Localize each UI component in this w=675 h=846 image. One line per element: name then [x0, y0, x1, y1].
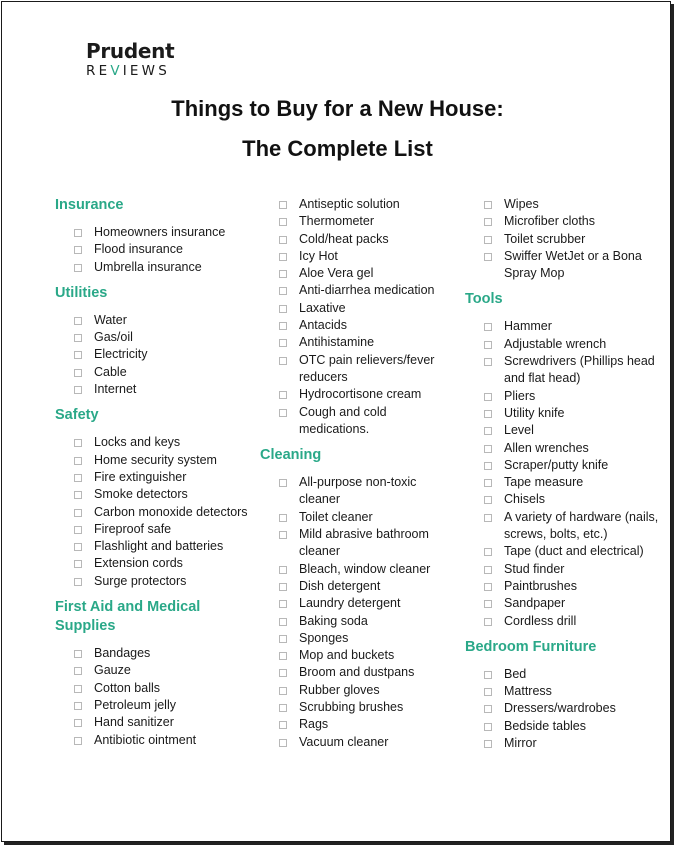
checklist-item-label: Water	[94, 312, 127, 327]
checklist-item-label: A variety of hardware (nails, screws, bolts, etc.)	[504, 509, 659, 542]
checklist-item-label: Anti-diarrhea medication	[299, 283, 435, 298]
checklist-item	[55, 538, 255, 555]
checklist-item	[260, 248, 460, 265]
checklist-item-label: Locks and keys	[94, 435, 181, 450]
checklist-item-label: Surge protectors	[94, 573, 187, 588]
checklist-item	[465, 457, 665, 474]
checklist-item	[465, 440, 665, 457]
checklist	[55, 434, 255, 590]
checklist-item	[260, 682, 460, 699]
checklist-item	[260, 716, 460, 733]
checklist-item	[260, 578, 460, 595]
checklist-item	[55, 259, 255, 276]
checkbox-icon[interactable]	[74, 246, 82, 254]
checklist-item-label: Electricity	[94, 347, 148, 362]
checkbox-icon[interactable]	[484, 410, 492, 418]
checkbox-icon[interactable]	[74, 543, 82, 551]
checklist-item-label: Aloe Vera gel	[299, 266, 374, 281]
checklist-item	[465, 543, 665, 560]
checkbox-icon[interactable]	[74, 578, 82, 586]
checklist-item-label: Smoke detectors	[94, 487, 188, 502]
section-heading: Cleaning	[260, 447, 322, 464]
checkbox-icon[interactable]	[484, 201, 492, 209]
checklist	[260, 196, 460, 438]
checklist-item-label: Laxative	[299, 300, 346, 315]
checklist-item-label: Toilet cleaner	[299, 509, 373, 524]
checklist-item-label: Screwdrivers (Phillips head and flat head)	[504, 354, 655, 386]
checklist-item-label: Cotton balls	[94, 680, 161, 695]
checklist-item-label: Pliers	[504, 388, 536, 403]
page-title-line1: Things to Buy for a New House:	[171, 96, 504, 121]
checklist-item-label: Home security system	[94, 452, 217, 467]
logo-text-post: IEWS	[122, 63, 170, 79]
checklist-item-label: Utility knife	[504, 405, 565, 420]
checkbox-icon[interactable]	[74, 685, 82, 693]
checklist-item-label: Rubber gloves	[299, 682, 380, 697]
checkbox-icon[interactable]	[74, 526, 82, 534]
checklist-item	[55, 697, 255, 714]
checklist-item-label: Baking soda	[299, 613, 368, 628]
checklist	[55, 224, 255, 276]
checklist-item	[260, 352, 460, 387]
checklist-item-label: Hammer	[504, 319, 552, 334]
checklist-item-label: Cough and cold medications.	[299, 404, 387, 436]
checkbox-icon[interactable]	[279, 305, 287, 313]
checklist-item	[55, 452, 255, 469]
checkbox-icon[interactable]	[279, 287, 287, 295]
checklist-item-label: Bedside tables	[504, 718, 587, 733]
checklist-item	[260, 282, 460, 299]
checklist-item-label: Swiffer WetJet or a Bona Spray Mop	[504, 248, 642, 281]
checklist-item-label: Bleach, window cleaner	[299, 561, 431, 576]
checklist-item-label: Fire extinguisher	[94, 469, 187, 484]
checkbox-icon[interactable]	[484, 566, 492, 574]
checkbox-icon[interactable]	[74, 317, 82, 325]
checkbox-icon[interactable]	[279, 391, 287, 399]
checkbox-icon[interactable]	[484, 548, 492, 556]
checklist	[55, 645, 255, 749]
checklist-item-label: Rags	[299, 717, 329, 732]
checklist-item	[55, 662, 255, 679]
checkbox-icon[interactable]	[74, 229, 82, 237]
checkbox-icon[interactable]	[74, 509, 82, 517]
checklist-item	[260, 647, 460, 664]
checklist-item	[55, 504, 255, 521]
checkbox-icon[interactable]	[279, 201, 287, 209]
checklist	[465, 318, 665, 629]
checkbox-icon[interactable]	[279, 218, 287, 226]
checklist-item	[55, 434, 255, 451]
column-2	[260, 196, 460, 759]
checklist-item	[55, 645, 255, 662]
checklist-item	[465, 700, 665, 717]
checklist-item-label: Bandages	[94, 646, 151, 661]
checklist-item	[260, 231, 460, 248]
checklist-item-label: Antiseptic solution	[299, 197, 400, 211]
checkbox-icon[interactable]	[484, 341, 492, 349]
checkbox-icon[interactable]	[74, 719, 82, 727]
checklist-item	[55, 346, 255, 363]
checklist-item	[260, 404, 460, 439]
checklist-item	[260, 317, 460, 334]
checklist-item	[465, 666, 665, 683]
checklist-item-label: Gas/oil	[94, 330, 133, 345]
checkbox-icon[interactable]	[279, 669, 287, 677]
checklist-item	[55, 364, 255, 381]
section-heading: Insurance	[55, 197, 124, 213]
checklist-item-label: Hydrocortisone cream	[299, 387, 422, 402]
checklist-item	[465, 491, 665, 508]
checklist-item	[260, 386, 460, 403]
checklist-item-label: Sponges	[299, 630, 349, 645]
checkbox-icon[interactable]	[279, 704, 287, 712]
checklist-item	[55, 732, 255, 749]
checkbox-icon[interactable]	[279, 270, 287, 278]
checklist-item	[465, 213, 665, 230]
checkbox-icon[interactable]	[74, 264, 82, 272]
checkbox-icon[interactable]	[484, 479, 492, 487]
checklist-item-label: Fireproof safe	[94, 521, 172, 536]
logo-v-accent: V	[110, 63, 123, 79]
checklist	[55, 312, 255, 398]
checklist-item-label: Tape measure	[504, 475, 584, 490]
checklist-item	[465, 318, 665, 335]
checkbox-icon[interactable]	[279, 600, 287, 608]
checkbox-icon[interactable]	[484, 688, 492, 696]
checklist-item	[465, 336, 665, 353]
checklist-item-label: Bed	[504, 666, 527, 681]
checkbox-icon[interactable]	[484, 236, 492, 244]
checklist-item	[465, 422, 665, 439]
checkbox-icon[interactable]	[74, 737, 82, 745]
checklist-item	[55, 486, 255, 503]
checkbox-icon[interactable]	[279, 721, 287, 729]
checklist-item-label: Icy Hot	[299, 248, 338, 263]
checklist-item	[260, 334, 460, 351]
checklist-item-label: Hand sanitizer	[94, 715, 174, 730]
checklist-item	[465, 353, 665, 388]
checklist-item	[55, 224, 255, 241]
checklist-item-label: Carbon monoxide detectors	[94, 504, 248, 519]
checklist-item	[55, 312, 255, 329]
checkbox-icon[interactable]	[279, 322, 287, 330]
checkbox-icon[interactable]	[74, 457, 82, 465]
checklist-item-label: Mop and buckets	[299, 648, 395, 663]
checklist-item-label: Cordless drill	[504, 613, 577, 628]
checklist-item	[465, 613, 665, 630]
checkbox-icon[interactable]	[74, 667, 82, 675]
checkbox-icon[interactable]	[484, 427, 492, 435]
checklist-item	[55, 573, 255, 590]
checkbox-icon[interactable]	[279, 687, 287, 695]
checkbox-icon[interactable]	[484, 514, 492, 522]
section-heading: Utilities	[55, 284, 108, 301]
checkbox-icon[interactable]	[484, 393, 492, 401]
checklist-item	[260, 664, 460, 681]
checkbox-icon[interactable]	[279, 652, 287, 660]
checklist-item-label: Mattress	[504, 684, 552, 699]
checklist-item	[260, 474, 460, 509]
section-heading: Bedroom Furniture	[465, 638, 597, 655]
checklist-item	[260, 213, 460, 230]
column-3	[465, 196, 665, 760]
checklist-item-label: Cold/heat packs	[299, 231, 389, 246]
checklist-item-label: Toilet scrubber	[504, 231, 586, 246]
checkbox-icon[interactable]	[74, 560, 82, 568]
checklist-item-label: Cable	[94, 364, 127, 379]
brand-logo	[86, 40, 174, 79]
checkbox-icon[interactable]	[279, 339, 287, 347]
checkbox-icon[interactable]	[484, 671, 492, 679]
checklist-item	[55, 555, 255, 572]
checkbox-icon[interactable]	[74, 351, 82, 359]
checklist-item-label: Laundry detergent	[299, 596, 401, 611]
checklist-item-label: Scrubbing brushes	[299, 700, 404, 715]
checkbox-icon[interactable]	[279, 409, 287, 417]
checkbox-icon[interactable]	[74, 439, 82, 447]
checklist-item	[465, 509, 665, 544]
checklist	[465, 666, 665, 752]
checklist-item	[260, 595, 460, 612]
checkbox-icon[interactable]	[484, 496, 492, 504]
checklist-item-label: Mild abrasive bathroom cleaner	[299, 527, 429, 559]
checklist-item-label: OTC pain relievers/fever reducers	[299, 352, 435, 384]
checkbox-icon[interactable]	[484, 723, 492, 731]
checklist-item-label: Antacids	[299, 318, 347, 333]
checklist-item	[55, 680, 255, 697]
checkbox-icon[interactable]	[484, 218, 492, 226]
checkbox-icon[interactable]	[279, 253, 287, 261]
checklist-item	[260, 613, 460, 630]
column-1	[55, 196, 255, 757]
checkbox-icon[interactable]	[484, 618, 492, 626]
checklist-item-label: Thermometer	[299, 214, 375, 229]
checklist-item	[260, 526, 460, 561]
checklist-item	[465, 735, 665, 752]
checklist-item-label: Internet	[94, 382, 137, 397]
checklist-item	[260, 699, 460, 716]
checklist-item	[465, 595, 665, 612]
checklist-item-label: Petroleum jelly	[94, 697, 176, 712]
checkbox-icon[interactable]	[279, 566, 287, 574]
checklist-item-label: Mirror	[504, 736, 537, 751]
logo-name-bottom	[86, 63, 174, 79]
checkbox-icon[interactable]	[484, 445, 492, 453]
checkbox-icon[interactable]	[279, 479, 287, 487]
checklist-item-label: Tape (duct and electrical)	[504, 544, 644, 559]
checklist-item	[465, 231, 665, 248]
checkbox-icon[interactable]	[484, 358, 492, 366]
checkbox-icon[interactable]	[279, 514, 287, 522]
checklist-item	[465, 405, 665, 422]
checklist-item-label: Dish detergent	[299, 578, 381, 593]
checkbox-icon[interactable]	[74, 386, 82, 394]
checklist-item	[55, 241, 255, 258]
checkbox-icon[interactable]	[279, 618, 287, 626]
checklist-item-label: Extension cords	[94, 556, 183, 571]
checkbox-icon[interactable]	[74, 369, 82, 377]
checklist-item-label: Stud finder	[504, 561, 565, 576]
checkbox-icon[interactable]	[74, 334, 82, 342]
checkbox-icon[interactable]	[279, 739, 287, 747]
checklist-item	[465, 248, 665, 283]
checkbox-icon[interactable]	[279, 635, 287, 643]
checklist-item-label: Flood insurance	[94, 242, 183, 257]
checklist-item-label: Gauze	[94, 663, 131, 678]
checkbox-icon[interactable]	[74, 702, 82, 710]
checklist	[465, 196, 665, 282]
checklist-item	[55, 469, 255, 486]
checklist-item	[465, 474, 665, 491]
checkbox-icon[interactable]	[74, 650, 82, 658]
checklist-item	[260, 265, 460, 282]
checklist-item-label: Level	[504, 423, 534, 438]
checklist-item-label: Paintbrushes	[504, 578, 577, 593]
checklist-item	[260, 561, 460, 578]
checklist-item-label: Broom and dustpans	[299, 665, 415, 680]
checklist-item	[55, 329, 255, 346]
checklist-item-label: Adjustable wrench	[504, 336, 607, 351]
checkbox-icon[interactable]	[484, 323, 492, 331]
checklist-item-label: Wipes	[504, 197, 539, 211]
checklist-item-label: Umbrella insurance	[94, 259, 202, 274]
checklist-item-label: Homeowners insurance	[94, 225, 226, 239]
checklist-item-label: Sandpaper	[504, 596, 566, 611]
checklist-item-label: Microfiber cloths	[504, 214, 595, 229]
checklist-item	[55, 521, 255, 538]
checklist-item	[260, 300, 460, 317]
section-heading: First Aid and Medical Supplies	[55, 599, 201, 635]
checkbox-icon[interactable]	[74, 474, 82, 482]
checkbox-icon[interactable]	[484, 705, 492, 713]
checklist-item	[465, 718, 665, 735]
checkbox-icon[interactable]	[74, 491, 82, 499]
checkbox-icon[interactable]	[279, 583, 287, 591]
checklist-item-label: All-purpose non-toxic cleaner	[299, 475, 417, 507]
checklist-item	[260, 196, 460, 213]
section-heading: Safety	[55, 407, 99, 424]
checklist-item-label: Scraper/putty knife	[504, 457, 609, 472]
checklist-item-label: Antihistamine	[299, 335, 375, 350]
checklist-item	[55, 381, 255, 398]
checklist	[260, 474, 460, 751]
checkbox-icon[interactable]	[484, 583, 492, 591]
page-title-line2: The Complete List	[242, 136, 433, 161]
checkbox-icon[interactable]	[279, 236, 287, 244]
checkbox-icon[interactable]	[484, 600, 492, 608]
checklist-item	[55, 714, 255, 731]
checklist-item-label: Chisels	[504, 492, 545, 507]
checklist-item-label: Vacuum cleaner	[299, 734, 389, 749]
checkbox-icon[interactable]	[279, 357, 287, 365]
checkbox-icon[interactable]	[484, 253, 492, 261]
checklist-item	[465, 388, 665, 405]
checklist-item-label: Flashlight and batteries	[94, 539, 224, 554]
checklist-item-label: Allen wrenches	[504, 440, 589, 455]
checklist-item	[260, 734, 460, 751]
section-heading: Tools	[465, 291, 503, 308]
checkbox-icon[interactable]	[484, 462, 492, 470]
logo-text-pre: RE	[86, 63, 111, 79]
checkbox-icon[interactable]	[484, 740, 492, 748]
checklist-item-label: Dressers/wardrobes	[504, 701, 616, 716]
checkbox-icon[interactable]	[279, 531, 287, 539]
checklist-item	[465, 561, 665, 578]
checklist-item	[465, 683, 665, 700]
logo-name-top: Prudent	[86, 39, 175, 63]
checklist-item-label: Antibiotic ointment	[94, 732, 197, 747]
checklist-item	[260, 630, 460, 647]
checklist-item	[465, 578, 665, 595]
checklist-item	[260, 509, 460, 526]
checklist-item	[465, 196, 665, 213]
